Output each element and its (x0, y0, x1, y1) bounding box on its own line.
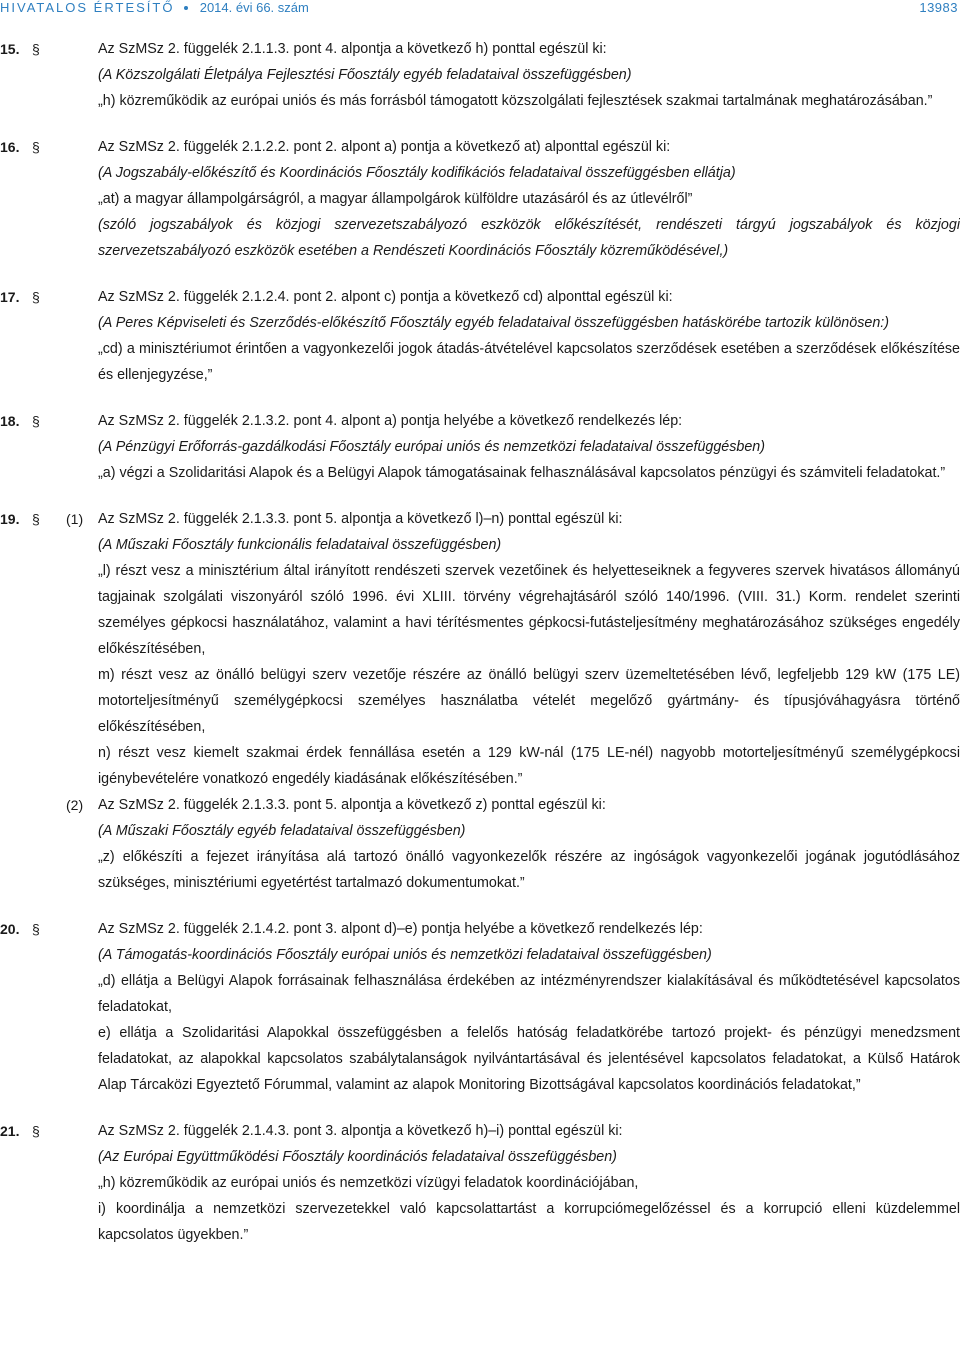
text-line: m) részt vesz az önálló belügyi szerv vezetője részére az önálló belügyi szerv üzemeltetésében lévő, legfeljebb 129 kW (175 LE) motorteljesítményű személygépkocsi személyes használatba vételét megelőző gyártmány- és típusjóváhagyásra történő előkészítésében, (98, 667, 960, 735)
paragraph-sign: § (32, 511, 40, 527)
text-line: i) koordinálja a nemzetközi szervezetekkel való kapcsolattartást a korrupciómegelőzéssel és a korrupció elleni küzdelemmel kapcsolatos ügyekben.” (98, 1201, 960, 1243)
paragraph-sign: § (32, 289, 40, 305)
subsection (0, 506, 960, 792)
section-content (98, 916, 960, 1098)
section-number: 15. (0, 41, 20, 57)
text-line: Az SzMSz 2. függelék 2.1.4.2. pont 3. alpont d)–e) pontja helyébe a következő rendelkezés lép: (98, 921, 703, 937)
subsection (0, 792, 960, 896)
section-number: 21. (0, 1123, 20, 1139)
paragraph-sign: § (32, 413, 40, 429)
text-line: „at) a magyar állampolgárságról, a magyar állampolgárok külföldre utazásáról és az útlevélről” (98, 191, 693, 207)
page-header (0, 0, 960, 20)
page-number: 13983 (919, 0, 958, 15)
context-line: (A Támogatás-koordinációs Főosztály európai uniós és nemzetközi feladataival összefüggésben) (98, 947, 712, 963)
section (0, 36, 960, 114)
context-line: (A Műszaki Főosztály funkcionális feladataival összefüggésben) (98, 537, 502, 553)
text-line: Az SzMSz 2. függelék 2.1.2.2. pont 2. alpont a) pontja a következő at) alponttal egészül ki: (98, 139, 671, 155)
text-line: Az SzMSz 2. függelék 2.1.4.3. pont 3. alpontja a következő h)–i) ponttal egészül ki: (98, 1123, 623, 1139)
section (0, 408, 960, 486)
subsection-content (98, 506, 960, 792)
section-number: 16. (0, 139, 20, 155)
section-number: 18. (0, 413, 20, 429)
paragraph-sign: § (32, 1123, 40, 1139)
issue-label: 2014. évi 66. szám (199, 0, 309, 15)
context-line: (A Műszaki Főosztály egyéb feladataival összefüggésben) (98, 823, 466, 839)
context-line: (szóló jogszabályok és közjogi szervezetszabályozó eszközök előkészítését, rendészeti tárgyú jogszabályok és közjogi szervezetszabályozó eszközök esetében a Rendészeti Koordinációs Főosztály közreműködésével,) (98, 217, 960, 259)
text-line: „h) közreműködik az európai uniós és nemzetközi vízügyi feladatok koordinációjában, (98, 1175, 639, 1191)
text-line: Az SzMSz 2. függelék 2.1.3.2. pont 4. alpont a) pontja helyébe a következő rendelkezés lép: (98, 413, 683, 429)
context-line: (A Közszolgálati Életpálya Fejlesztési Főosztály egyéb feladataival összefüggésben) (98, 67, 632, 83)
text-line: Az SzMSz 2. függelék 2.1.3.3. pont 5. alpontja a következő z) ponttal egészül ki: (98, 797, 606, 813)
section-content (98, 1118, 960, 1248)
subsection-label: (1) (66, 511, 84, 527)
section (0, 134, 960, 264)
context-line: (A Pénzügyi Erőforrás-gazdálkodási Főosztály európai uniós és nemzetközi feladataival összefüggésben) (98, 439, 766, 455)
subsection-content (98, 792, 960, 896)
text-line: e) ellátja a Szolidaritási Alapokkal összefüggésben a felelős hatóság feladatkörébe tartozó projekt- és pénzügyi menedzsment feladatokat, az alapokkal kapcsolatos szabálytalanságok nyilvántartásával és jelentésével kapcsolatos feladatokat, a Külső Határok Alap Tárcaközi Egyeztető Fórummal, valamint az alapok Monitoring Bizottságával kapcsolatos koordinációs feladatokat,” (98, 1025, 960, 1093)
text-line: „a) végzi a Szolidaritási Alapok és a Belügyi Alapok támogatásainak felhasználásával kapcsolatos pénzügyi és számviteli feladatokat.” (98, 465, 946, 481)
text-line: Az SzMSz 2. függelék 2.1.2.4. pont 2. alpont c) pontja a következő cd) alponttal egészül ki: (98, 289, 673, 305)
text-line: Az SzMSz 2. függelék 2.1.1.3. pont 4. alpontja a következő h) ponttal egészül ki: (98, 41, 607, 57)
text-line: n) részt vesz kiemelt szakmai érdek fennállása esetén a 129 kW-nál (175 LE-nél) nagyobb motorteljesítményű személygépkocsi igénybevételére vonatkozó engedély kiadásának előkészítésében.” (98, 745, 960, 787)
section-content (98, 284, 960, 388)
section-content (98, 408, 960, 486)
text-line: „l) részt vesz a minisztérium által irányított rendészeti szervek vezetőinek és helyetteseiknek a fegyveres szervek hivatásos állományú tagjainak szolgálati viszonyáról szóló 1996. évi XLIII. törvény végrehajtásáról szóló 140/1996. (VIII. 31.) Korm. rendelet szerinti személyes gépkocsi használatához, valamint a havi térítésmentes gépkocsi-futásteljesítmény meghatározásához szükséges engedély előkészítésében, (98, 563, 960, 657)
document-body (0, 36, 960, 1268)
context-line: (A Peres Képviseleti és Szerződés-előkészítő Főosztály egyéb feladataival összefüggésben hatáskörébe tartozik különösen:) (98, 315, 889, 331)
section (0, 916, 960, 1098)
section (0, 506, 960, 896)
journal-name: HIVATALOS ÉRTESÍTŐ (0, 0, 175, 15)
paragraph-sign: § (32, 41, 40, 57)
section-number: 20. (0, 921, 20, 937)
section-content (98, 36, 960, 114)
journal-title (0, 0, 309, 16)
context-line: (A Jogszabály-előkészítő és Koordinációs Főosztály kodifikációs feladataival összefüggésben ellátja) (98, 165, 736, 181)
paragraph-sign: § (32, 921, 40, 937)
section-number: 19. (0, 511, 20, 527)
section (0, 284, 960, 388)
text-line: „d) ellátja a Belügyi Alapok forrásainak felhasználása érdekében az intézményrendszer kialakításával és működtetésével kapcsolatos feladatokat, (98, 973, 960, 1015)
text-line: Az SzMSz 2. függelék 2.1.3.3. pont 5. alpontja a következő l)–n) ponttal egészül ki: (98, 511, 623, 527)
text-line: „z) előkészíti a fejezet irányítása alá tartozó önálló vagyonkezelők részére az ingóságok vagyonkezelői jogának jogutódlásához szükséges, minisztériumi egyetértést tartalmazó dokumentumokat.” (98, 849, 960, 891)
section-number: 17. (0, 289, 20, 305)
bullet-separator-icon (184, 6, 188, 10)
paragraph-sign: § (32, 139, 40, 155)
text-line: „cd) a minisztériumot érintően a vagyonkezelői jogok átadás-átvételével kapcsolatos szerződések esetében a szerződések előkészítése és ellenjegyzése,” (98, 341, 960, 383)
context-line: (Az Európai Együttműködési Főosztály koordinációs feladataival összefüggésben) (98, 1149, 617, 1165)
section (0, 1118, 960, 1248)
subsection-label: (2) (66, 797, 84, 813)
section-content (98, 134, 960, 264)
text-line: „h) közreműködik az európai uniós és más forrásból támogatott közszolgálati fejlesztések szakmai tartalmának meghatározásában.” (98, 93, 933, 109)
